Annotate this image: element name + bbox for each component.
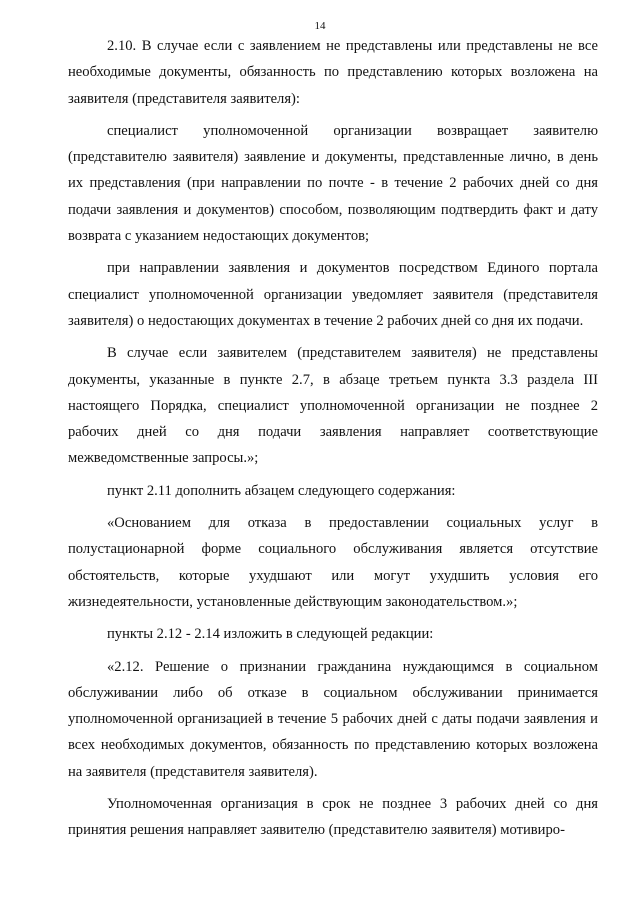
paragraph-2-10: 2.10. В случае если с заявлением не представлены или представлены не все необходимые документы, обязанность по представлению которых возложена на заявителя (представителя заявителя): [68, 38, 598, 107]
document-body [68, 33, 598, 850]
paragraph-interagency-requests: В случае если заявителем (представителем заявителя) не представлены документы, указанные в пункте 2.7, в абзаце третьем пункта 3.3 раздела III настоящего Порядка, специалист уполномоченной организации не позднее 2 рабочих дней со дня подачи заявления направляет соответствующие межведомственные запросы.»; [68, 345, 598, 467]
page-number: 14 [314, 20, 326, 32]
paragraph-return-documents: специалист уполномоченной организации возвращает заявителю (представителю заявителя) заявление и документы, представленные лично, в день их представления (при направлении по почте - в течение 2 рабочих дней со дня подачи заявления и документов) способом, позволяющим подтвердить факт и дату возврата с указанием недостающих документов; [68, 122, 598, 245]
paragraph-unified-portal: при направлении заявления и документов посредством Единого портала специалист уполномоченной организации уведомляет заявителя (представителя заявителя) о недостающих документах в течение 2 рабочих дней со дня их подачи. [68, 260, 598, 329]
paragraph-refusal-grounds: «Основанием для отказа в предоставлении социальных услуг в полустационарной форме социального обслуживания является отсутствие обстоятельств, которые ухудшают или могут ухудшить условия его жизнедеятельности, установленные действующим законодательством.»; [68, 515, 598, 610]
paragraph-amend-2-12-2-14: пункты 2.12 - 2.14 изложить в следующей редакции: [107, 626, 434, 643]
paragraph-amend-2-11: пункт 2.11 дополнить абзацем следующего содержания: [107, 482, 456, 499]
paragraph-decision-notice: Уполномоченная организация в срок не позднее 3 рабочих дней со дня принятия решения направляет заявителю (представителю заявителя) мотивиро- [68, 796, 598, 839]
paragraph-2-12: «2.12. Решение о признании гражданина нуждающимся в социальном обслуживании либо об отказе в социальном обслуживании принимается уполномоченной организацией в течение 5 рабочих дней с даты подачи заявления и всех необходимых документов, обязанность по представлению которых возложена на заявителя (представителя заявителя). [68, 658, 598, 780]
